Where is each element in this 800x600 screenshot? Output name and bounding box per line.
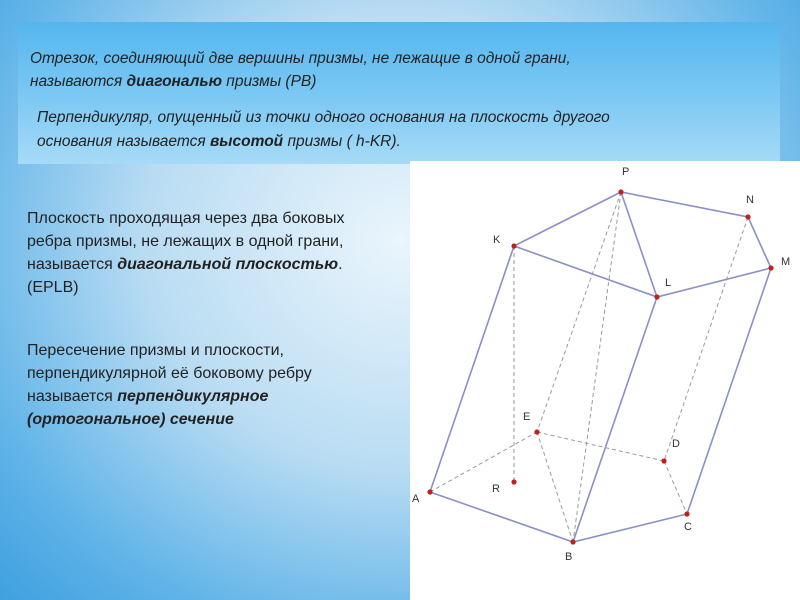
top-base-edges	[514, 192, 771, 297]
term-diagonal-plane: диагональной плоскостью	[117, 256, 339, 273]
vertex-b	[570, 539, 575, 544]
height-def-line2-post: призмы ( h-KR).	[283, 133, 401, 150]
edge-k-a	[430, 246, 514, 492]
diagonal-p-b	[573, 192, 621, 542]
hidden-edge-a-e	[430, 432, 537, 492]
prism-figure	[410, 161, 800, 600]
label-a: A	[412, 493, 420, 505]
label-l: L	[665, 277, 672, 289]
vertex-c	[684, 511, 689, 516]
label-p: P	[622, 166, 630, 178]
hidden-edge-n-d	[664, 217, 748, 461]
diagonal-def-line1: Отрезок, соединяющий две вершины призмы, не лежащие в одной грани,	[30, 50, 571, 67]
height-def-line2-pre: основания называется	[37, 133, 210, 150]
diagonal-def-line2-pre: называются	[30, 73, 127, 90]
vertex-d	[661, 458, 666, 463]
perpendicular-section-definition	[27, 339, 417, 431]
prism-labels	[412, 166, 790, 563]
term-height: высотой	[209, 133, 284, 150]
bottom-base-visible-edges	[430, 492, 687, 542]
vertex-p	[618, 189, 623, 194]
vertex-l	[654, 294, 659, 299]
label-k: K	[493, 234, 501, 246]
prism-hidden-edges	[430, 192, 748, 542]
label-d: D	[672, 438, 680, 450]
plane-def-line3-post: .	[338, 256, 343, 273]
label-m: M	[781, 256, 791, 268]
vertex-a	[427, 489, 432, 494]
section-def-line1: Пересечение призмы и плоскости,	[27, 342, 284, 359]
vertex-e	[534, 429, 539, 434]
hidden-edge-e-b	[537, 432, 573, 542]
diagonal-definition	[30, 47, 770, 93]
label-c: C	[684, 521, 692, 533]
label-n: N	[746, 194, 754, 206]
vertex-n	[745, 214, 750, 219]
prism-solid-edges	[430, 192, 771, 542]
label-b: B	[565, 551, 573, 563]
edge-m-c	[687, 268, 771, 514]
vertex-m	[768, 265, 773, 270]
vertex-k	[511, 243, 516, 248]
edge-l-b	[573, 297, 657, 542]
height-definition	[37, 106, 777, 154]
plane-def-line3-pre: называется	[27, 256, 118, 273]
diagonal-def-line2-post: призмы (PB)	[221, 73, 317, 90]
hidden-edge-d-c	[664, 461, 687, 514]
edge-p-l	[621, 192, 657, 297]
label-e: E	[523, 411, 531, 423]
height-def-line1: Перпендикуляр, опущенный из точки одного основания на плоскость другого	[37, 109, 610, 126]
plane-def-line1: Плоскость проходящая через два боковых	[27, 210, 345, 227]
vertex-r	[511, 479, 516, 484]
label-r: R	[492, 483, 500, 495]
plane-def-line4: (EPLB)	[27, 279, 79, 296]
section-def-line2: перпендикулярной её боковому ребру	[27, 365, 312, 382]
term-perpendicular: перпендикулярное	[117, 388, 269, 405]
hidden-edge-e-d	[537, 432, 664, 461]
prism-vertices	[427, 189, 773, 544]
plane-def-line2: ребра призмы, не лежащих в одной грани,	[27, 233, 344, 250]
term-diagonal: диагональю	[126, 73, 222, 90]
prism-drawing	[410, 161, 800, 600]
diagonal-plane-definition	[27, 207, 417, 299]
term-orthogonal-section: (ортогональное) сечение	[27, 411, 234, 428]
section-def-line3-pre: называется	[27, 388, 118, 405]
